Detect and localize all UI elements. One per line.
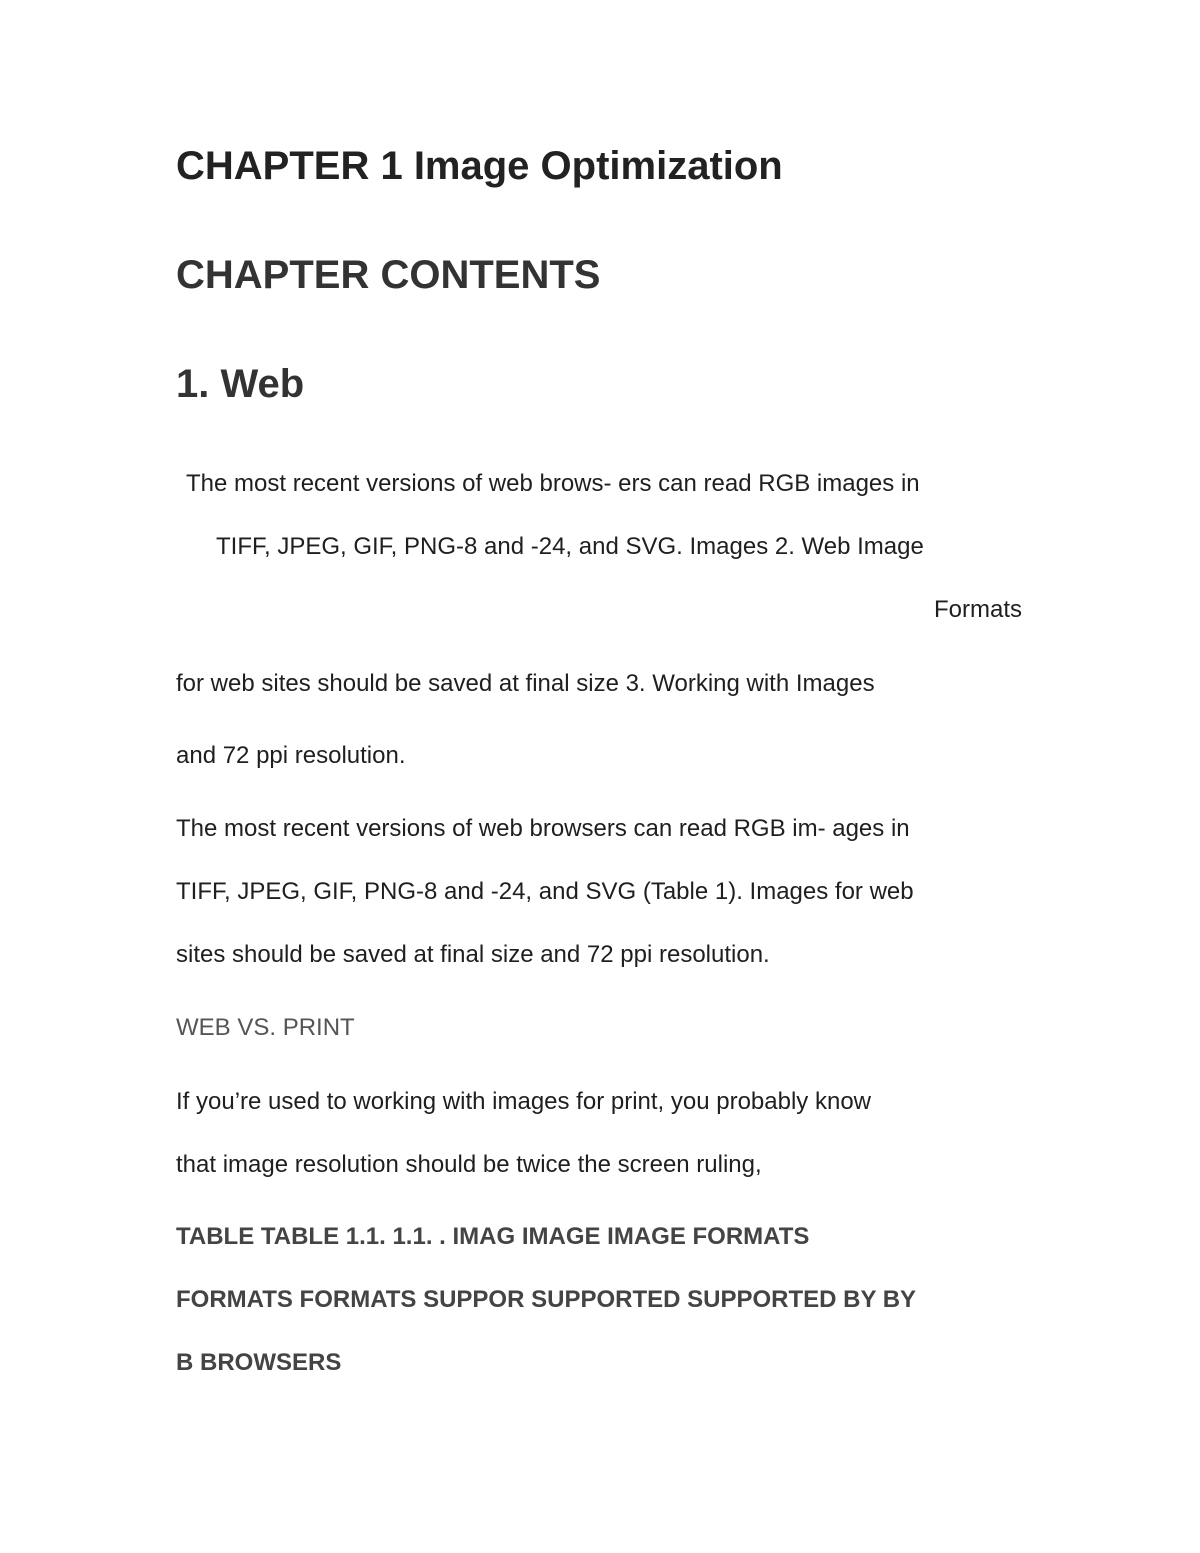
paragraph-line: that image resolution should be twice the screen ruling,: [176, 1151, 762, 1178]
contents-heading: CHAPTER CONTENTS: [176, 253, 601, 297]
paragraph-line: for web sites should be saved at final size 3. Working with Images: [176, 670, 875, 697]
caption-line: TABLE TABLE 1.1. 1.1. . IMAG IMAGE IMAGE FORMATS: [176, 1223, 810, 1250]
paragraph-line: The most recent versions of web brows- ers can read RGB images in: [186, 470, 920, 497]
caption-line: B BROWSERS: [176, 1349, 342, 1376]
paragraph-line: TIFF, JPEG, GIF, PNG-8 and -24, and SVG (Table 1). Images for web: [176, 878, 914, 905]
paragraph-line: The most recent versions of web browsers can read RGB im- ages in: [176, 815, 910, 842]
section-heading: 1. Web: [176, 362, 305, 406]
paragraph-line: If you’re used to working with images for print, you probably know: [176, 1088, 872, 1115]
paragraph-line: TIFF, JPEG, GIF, PNG-8 and -24, and SVG. Images 2. Web Image: [216, 533, 924, 560]
paragraph-line: and 72 ppi resolution.: [176, 742, 406, 769]
paragraph-line: sites should be saved at final size and 72 ppi resolution.: [176, 941, 770, 968]
caption-line: FORMATS FORMATS SUPPOR SUPPORTED SUPPORTED BY BY: [176, 1286, 917, 1313]
chapter-title: CHAPTER 1 Image Optimization: [176, 144, 783, 188]
subheading: WEB VS. PRINT: [176, 1014, 355, 1041]
paragraph-line: Formats: [933, 596, 1022, 623]
